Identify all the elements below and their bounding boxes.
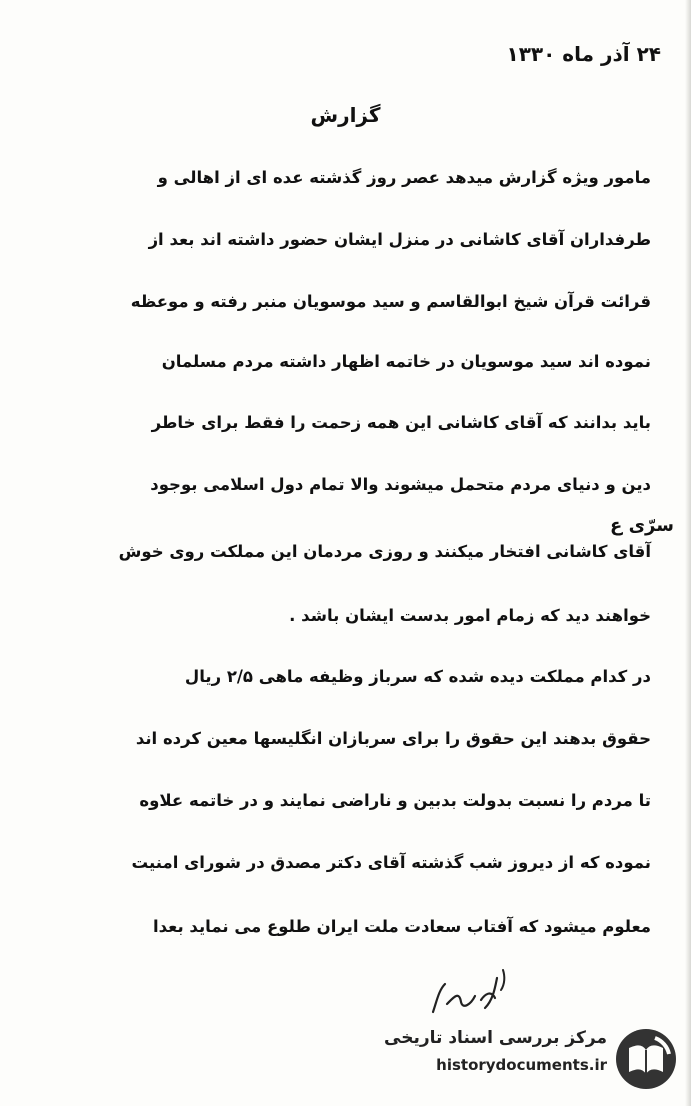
report-line: دین و دنیای مردم متحمل میشوند والا تمام دول اسلامی بوجود: [150, 475, 651, 494]
report-line: مامور ویژه گزارش میدهد عصر روز گذشته عده ای از اهالی و: [157, 168, 651, 187]
watermark-org-name: مرکز بررسی اسناد تاریخی: [384, 1028, 607, 1048]
report-line: تا مردم را نسبت بدولت بدبین و ناراضی نمایند و در خاتمه علاوه: [139, 791, 651, 810]
report-line: طرفداران آقای کاشانی در منزل ایشان حضور داشته اند بعد از: [148, 230, 651, 249]
margin-note: سرّی ع: [610, 515, 674, 536]
report-line: آقای کاشانی افتخار میکنند و روزی مردمان این مملکت روی خوش: [118, 542, 651, 561]
report-line: خواهند دید که زمام امور بدست ایشان باشد .: [289, 606, 651, 625]
document-date: ۲۴ آذر ماه ۱۳۳۰: [506, 42, 661, 66]
watermark-url: historydocuments.ir: [436, 1056, 607, 1074]
report-line: نموده که از دیروز شب گذشته آقای دکتر مصدق در شورای امنیت: [131, 853, 651, 872]
watermark: [384, 1020, 685, 1100]
signature-scribble: [425, 960, 515, 1020]
archive-book-icon: [611, 1024, 681, 1094]
report-line: حقوق بدهند این حقوق را برای سربازان انگلیسها معین کرده اند: [135, 729, 651, 748]
report-line: باید بدانند که آقای کاشانی این همه زحمت را فقط برای خاطر: [151, 413, 651, 432]
report-line: نموده اند سید موسویان در خاتمه اظهار داشته مردم مسلمان: [161, 352, 651, 371]
page-edge-shadow: [685, 0, 691, 1106]
document-title: گزارش: [310, 103, 381, 127]
report-line: در کدام مملکت دیده شده که سرباز وظیفه ماهی ۲/۵ ریال: [184, 667, 651, 686]
report-line: معلوم میشود که آفتاب سعادت ملت ایران طلوع می نماید بعدا: [152, 917, 651, 936]
report-line: قرائت قرآن شیخ ابوالقاسم و سید موسویان منبر رفته و موعظه: [130, 292, 651, 311]
